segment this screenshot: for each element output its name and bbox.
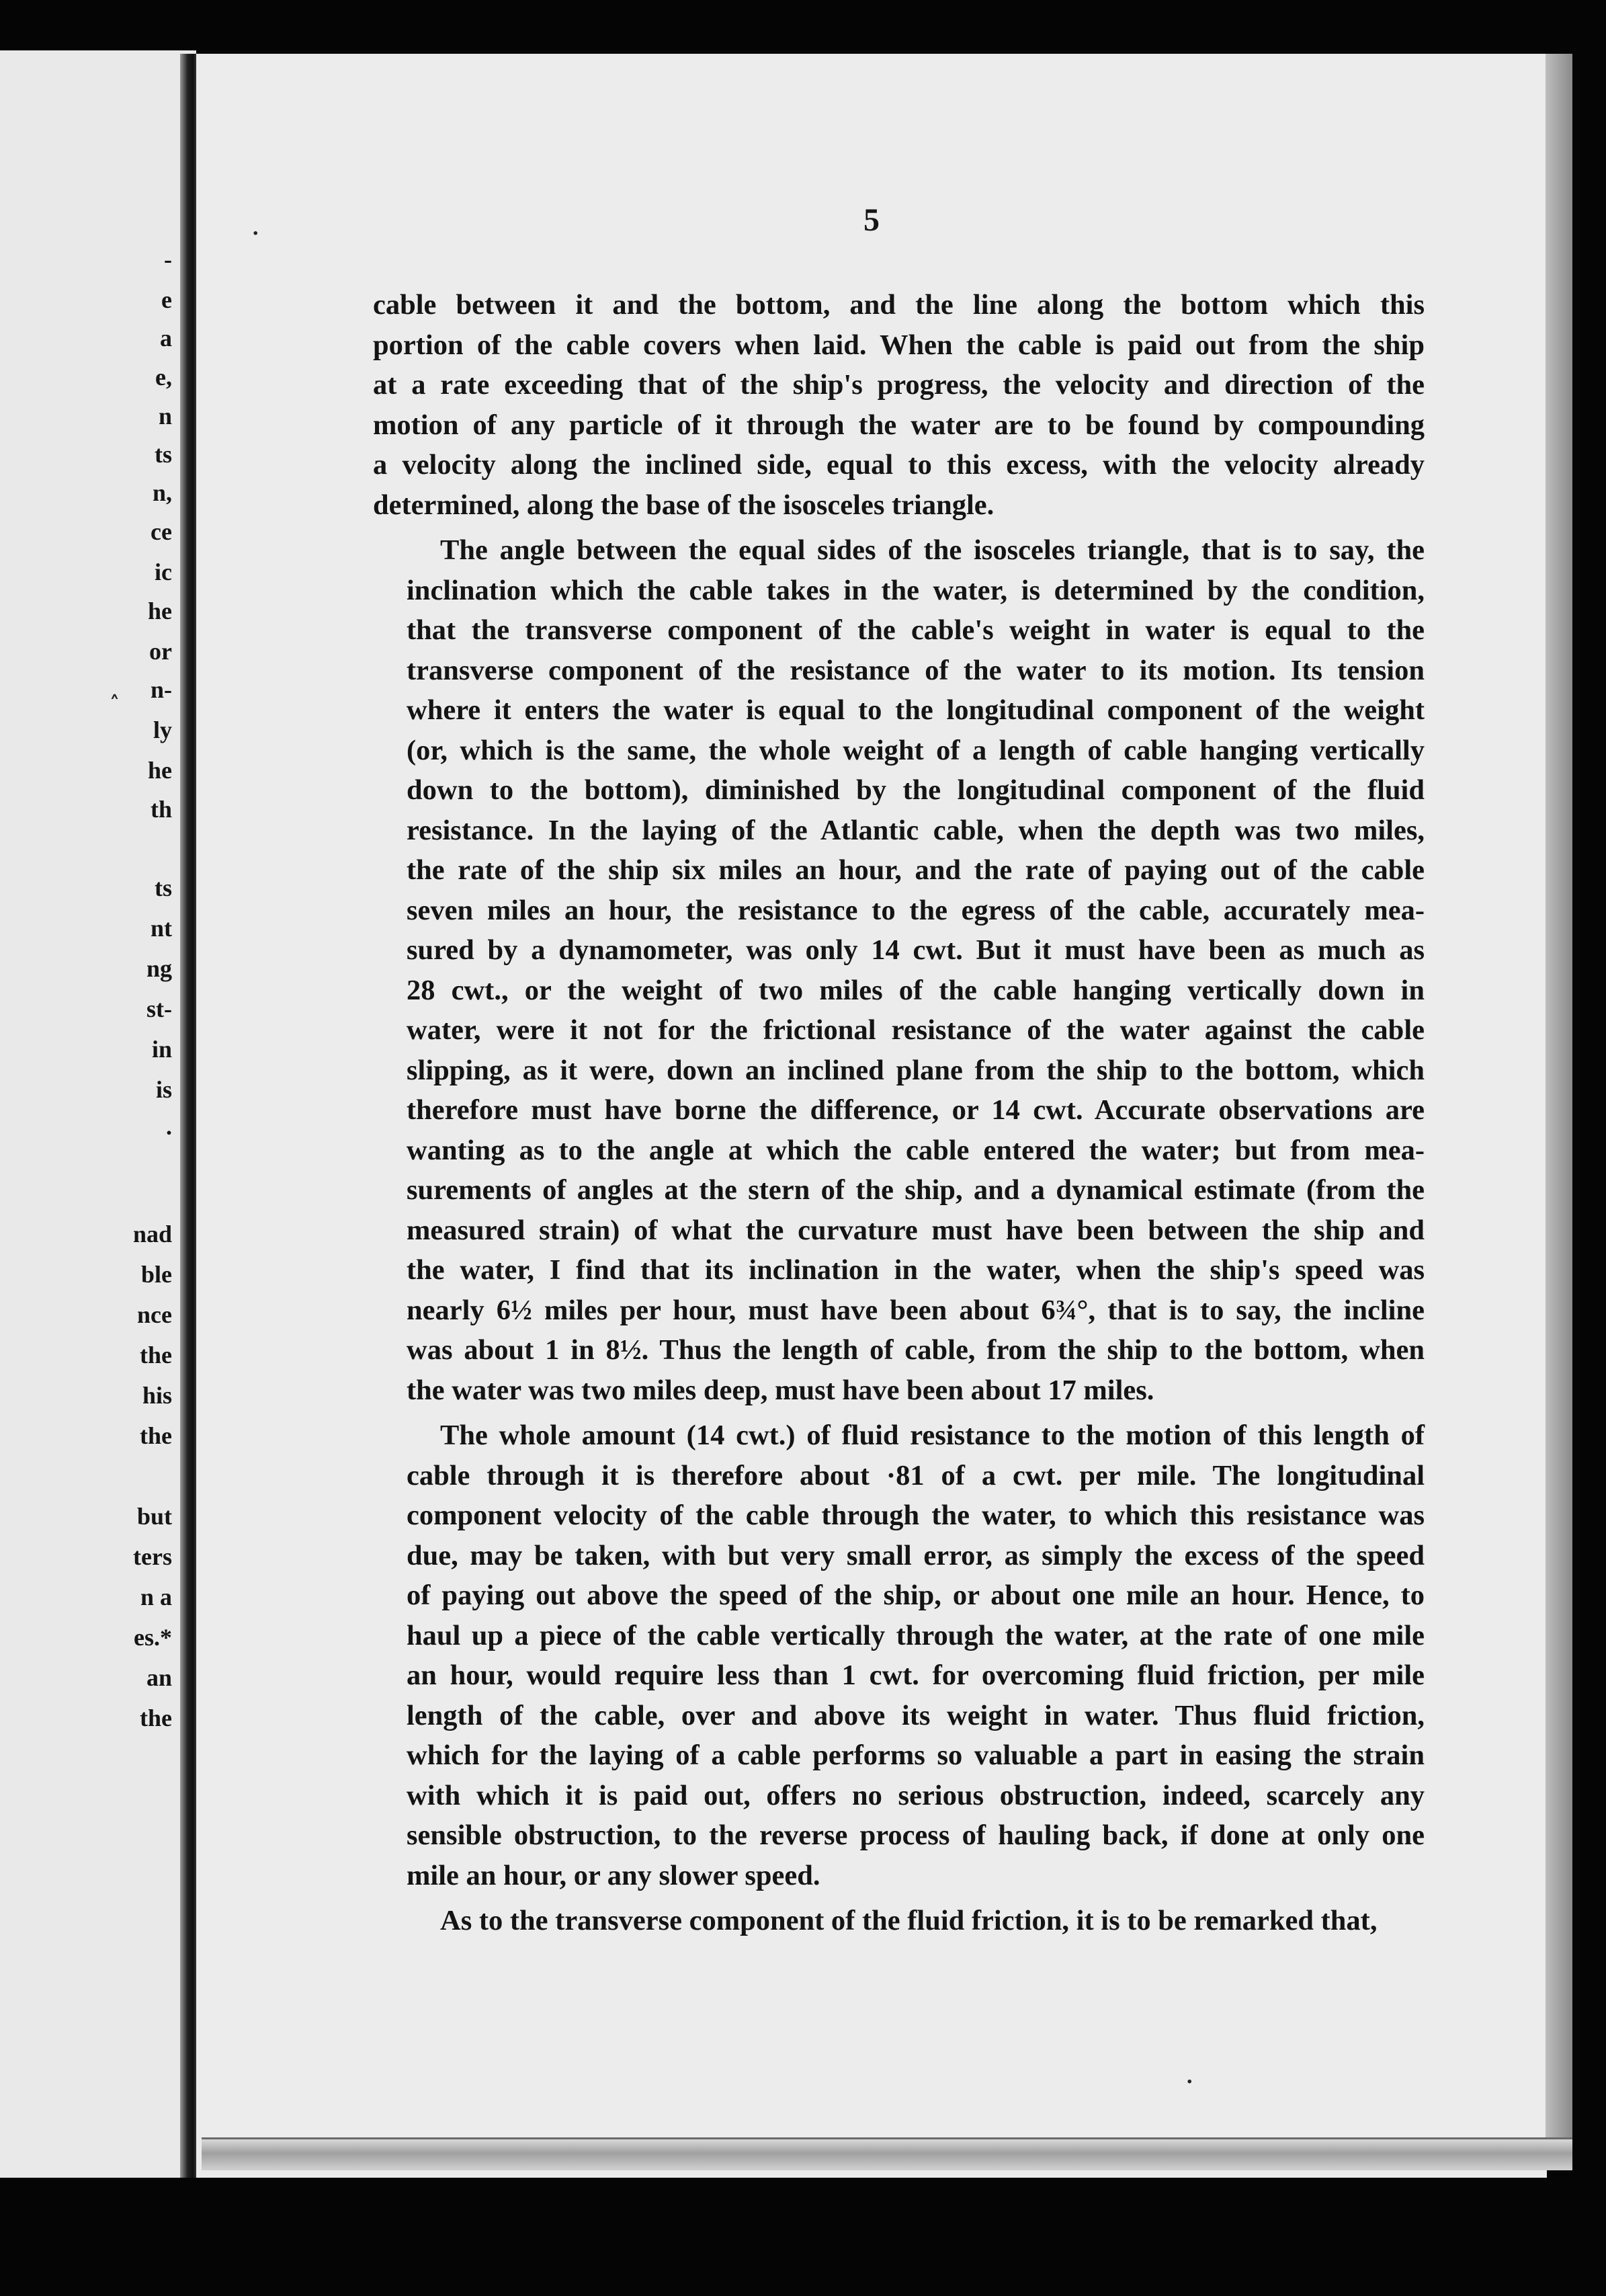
left-page (0, 50, 196, 2178)
speck-mark: ˄ (110, 692, 120, 716)
left-page-fragment: n (158, 403, 172, 429)
paragraph (373, 1901, 1425, 1941)
text-line: wanting as to the angle at which the cable entered the water; but from mea- (407, 1134, 1425, 1166)
text-line: sured by a dynamometer, was only 14 cwt. But it must have been as much as (407, 934, 1425, 966)
text-line: cable through it is therefore about ·81 of a cwt. per mile. The longitudinal (407, 1459, 1425, 1491)
text-line: As to the transverse component of the fluid friction, it is to be remarked that, (440, 1905, 1378, 1936)
left-page-fragment: is (155, 1076, 172, 1103)
text-line: (or, which is the same, the whole weight of a length of cable hanging vertically (407, 734, 1425, 766)
text-line: seven miles an hour, the resistance to the egress of the cable, accurately mea- (407, 894, 1425, 926)
left-page-fragment: . (166, 1113, 172, 1140)
text-line: the water was two miles deep, must have been about 17 miles. (407, 1374, 1154, 1406)
left-page-fragment: the (140, 1422, 172, 1449)
text-line: The whole amount (14 cwt.) of fluid resistance to the motion of this length of (440, 1420, 1425, 1451)
body-text (373, 285, 1425, 1941)
text-line: where it enters the water is equal to the longitudinal component of the weight (407, 694, 1425, 726)
left-page-fragment: a (160, 325, 172, 352)
left-page-fragment: ts (155, 874, 172, 901)
left-page-fragment: - (164, 246, 172, 273)
left-page-fragment: ble (140, 1261, 172, 1288)
left-page-fragment: ly (153, 716, 172, 743)
left-page-fragment: the (140, 1342, 172, 1368)
left-page-fragment: the (140, 1705, 172, 1731)
text-line: therefore must have borne the difference, or 14 cwt. Accurate observations are (407, 1094, 1425, 1126)
speck-mark: · (1186, 2070, 1193, 2094)
text-line: measured strain) of what the curvature must have been between the ship and (407, 1214, 1425, 1246)
left-page-fragment: es.* (134, 1624, 172, 1651)
text-line: haul up a piece of the cable vertically through the water, at the rate of one mile (407, 1619, 1425, 1651)
text-line: portion of the cable covers when laid. When the cable is paid out from the ship (373, 329, 1425, 361)
left-page-fragment: n- (150, 676, 172, 703)
text-line: the rate of the ship six miles an hour, and the rate of paying out of the cable (407, 854, 1425, 886)
left-page-fragment: he (148, 757, 172, 784)
text-line: nearly 6½ miles per hour, must have been about 6¾°, that is to say, the incline (407, 1294, 1425, 1326)
text-line: down to the bottom), diminished by the longitudinal component of the fluid (407, 774, 1425, 806)
left-page-fragment: ts (155, 441, 172, 468)
text-line: at a rate exceeding that of the ship's progress, the velocity and direction of the (373, 369, 1425, 401)
left-page-fragment: st- (146, 995, 172, 1022)
text-line: transverse component of the resistance of the water to its motion. Its tension (407, 654, 1425, 686)
text-line: due, may be taken, with but very small error, as simply the excess of the speed (407, 1539, 1425, 1571)
paragraph (373, 1416, 1425, 1895)
text-line: was about 1 in 8½. Thus the length of cable, from the ship to the bottom, when (407, 1334, 1425, 1366)
text-line: that the transverse component of the cable's weight in water is equal to the (407, 614, 1425, 646)
text-line: inclination which the cable takes in the water, is determined by the condition, (407, 574, 1425, 606)
left-page-fragment: ce (151, 518, 172, 545)
text-line: component velocity of the cable through the water, to which this resistance was (407, 1500, 1425, 1531)
left-page-fragment: nad (132, 1221, 172, 1247)
text-line: the water, I find that its inclination in the water, when the ship's speed was (407, 1254, 1425, 1286)
left-page-fragment: n, (152, 479, 172, 506)
text-line: length of the cable, over and above its weight in water. Thus fluid friction, (407, 1699, 1425, 1731)
left-page-fragment: n a (140, 1584, 172, 1610)
left-page-fragment: ic (155, 559, 172, 585)
left-page-text-fragments (0, 50, 196, 2178)
left-page-fragment: ng (146, 955, 172, 982)
text-line: surements of angles at the stern of the ship, and a dynamical estimate (from the (407, 1174, 1425, 1206)
text-line: slipping, as it were, down an inclined plane from the ship to the bottom, which (407, 1054, 1425, 1086)
text-line: an hour, would require less than 1 cwt. for overcoming fluid friction, per mile (407, 1659, 1425, 1691)
text-line: sensible obstruction, to the reverse process of hauling back, if done at only one (407, 1819, 1425, 1851)
left-page-fragment: an (146, 1664, 172, 1691)
left-page-fragment: he (148, 598, 172, 624)
text-line: with which it is paid out, offers no serious obstruction, indeed, scarcely any (407, 1779, 1425, 1811)
left-page-fragment: ters (133, 1543, 172, 1570)
left-page-fragment: th (150, 796, 172, 823)
text-line: mile an hour, or any slower speed. (407, 1859, 820, 1891)
text-line: water, were it not for the frictional resistance of the water against the cable (407, 1014, 1425, 1046)
text-line: 28 cwt., or the weight of two miles of the cable hanging vertically down in (407, 974, 1425, 1006)
text-line: a velocity along the inclined side, equal to this excess, with the velocity already (373, 449, 1425, 481)
text-line: motion of any particle of it through the water are to be found by compounding (373, 409, 1425, 441)
left-page-fragment: nce (137, 1301, 172, 1328)
text-line: determined, along the base of the isosceles triangle. (373, 489, 995, 521)
page-number: 5 (863, 202, 880, 238)
paragraph (373, 285, 1425, 525)
speck-mark: · (252, 222, 259, 245)
left-page-fragment: but (136, 1503, 172, 1530)
left-page-fragment: or (149, 638, 172, 665)
text-line: The angle between the equal sides of the isosceles triangle, that is to say, the (440, 534, 1425, 566)
page-bottom-edge (202, 2137, 1572, 2170)
left-page-fragment: e (161, 286, 172, 313)
text-line: resistance. In the laying of the Atlantic cable, when the depth was two miles, (407, 814, 1425, 846)
left-page-fragment: in (151, 1036, 172, 1063)
left-page-fragment: e, (155, 364, 172, 391)
left-page-fragment: his (142, 1382, 172, 1409)
text-line: of paying out above the speed of the ship, or about one mile an hour. Hence, to (407, 1580, 1425, 1611)
paragraph (373, 530, 1425, 1410)
page-right-edge (1546, 54, 1572, 2151)
text-line: which for the laying of a cable performs so valuable a part in easing the strain (407, 1739, 1425, 1771)
text-line: cable between it and the bottom, and the line along the bottom which this (373, 289, 1425, 321)
left-page-fragment: nt (150, 915, 172, 942)
